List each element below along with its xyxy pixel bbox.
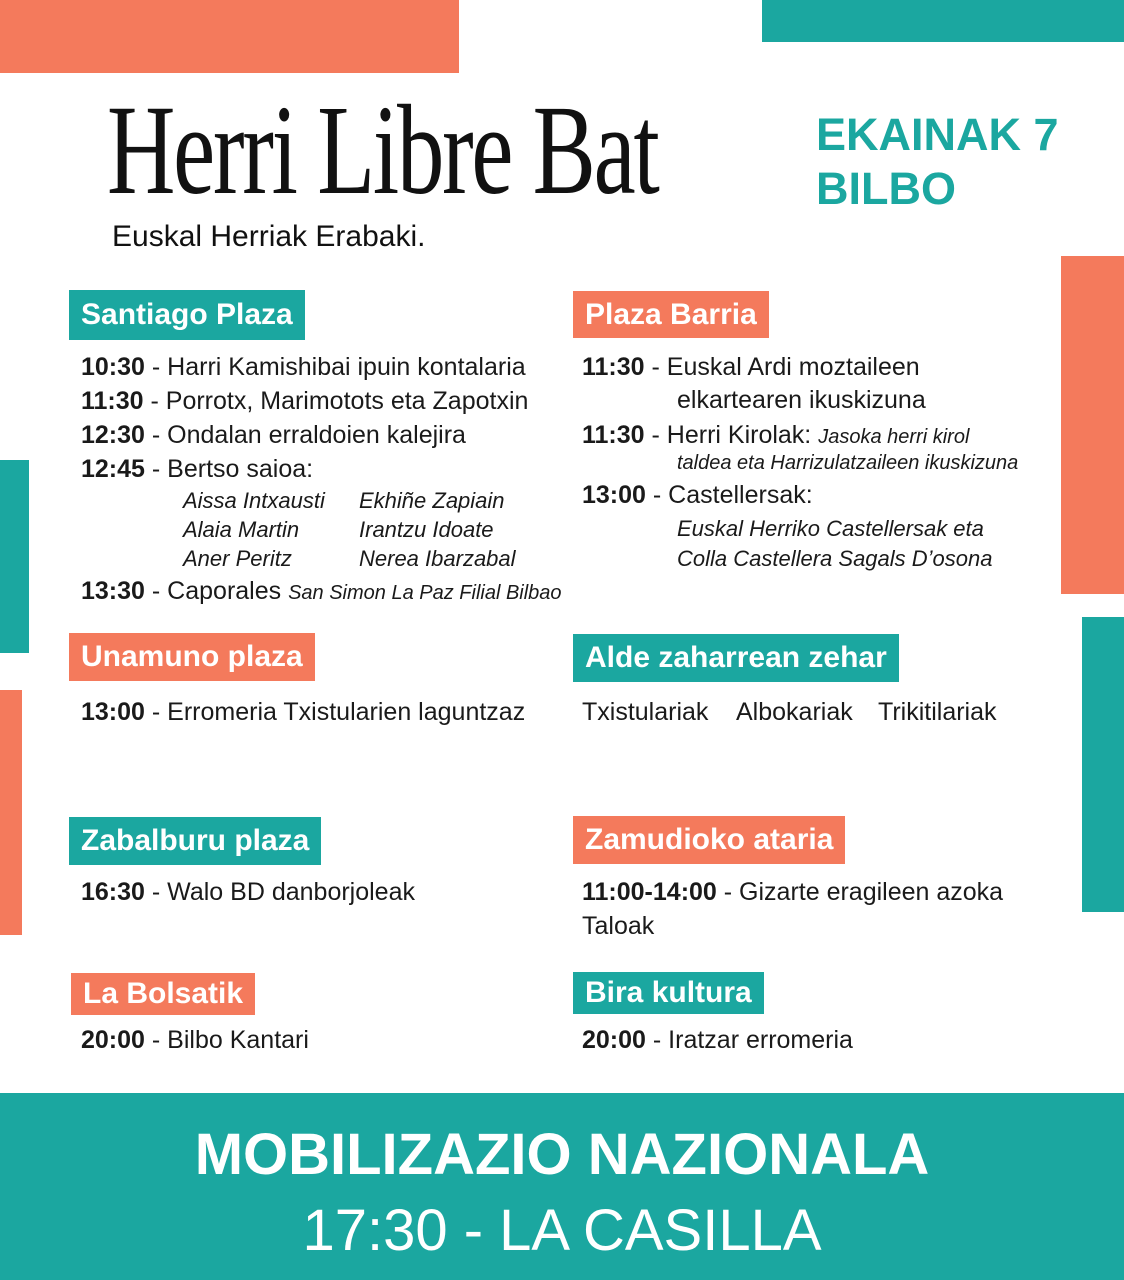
schedule-row: 11:30 - Euskal Ardi moztaileen — [582, 353, 920, 381]
deco-bar-right-teal — [1082, 617, 1124, 912]
row-text: Walo BD danborjoleak — [167, 878, 415, 906]
section-label-alde-zaharra: Alde zaharrean zehar — [573, 634, 899, 682]
bertsolari-name: Nerea Ibarzabal — [359, 546, 516, 571]
row-text: Euskal Ardi moztaileen — [666, 353, 920, 381]
event-date-place — [816, 108, 1059, 216]
row-text: Gizarte eragileen azoka — [739, 878, 1004, 906]
section-label-barria: Plaza Barria — [573, 291, 769, 338]
row-time: 16:30 — [81, 878, 145, 906]
row-time: 11:30 — [582, 353, 645, 381]
row-text: Erromeria Txistularien laguntzaz — [167, 698, 526, 726]
deco-bar-right-coral — [1061, 256, 1124, 594]
schedule-row: 16:30 - Walo BD danborjoleak — [81, 878, 415, 906]
bertsolari-name: Irantzu Idoate — [359, 517, 494, 542]
row-text: Iratzar erromeria — [668, 1026, 853, 1054]
deco-bar-left-teal — [0, 460, 29, 653]
bertsolari-name: Aissa Intxausti — [183, 488, 325, 513]
row-text: Bilbo Kantari — [167, 1026, 309, 1054]
schedule-row: 12:30 - Ondalan erraldoien kalejira — [81, 421, 466, 449]
row-time: 13:00 — [81, 698, 145, 726]
event-title: Herri Libre Bat — [107, 79, 658, 221]
footer-headline: MOBILIZAZIO NAZIONALA — [194, 1122, 930, 1187]
schedule-row: 11:00-14:00 - Gizarte eragileen azoka — [582, 878, 1004, 906]
row-time: 11:30 — [582, 421, 645, 449]
bertsolari-name: Alaia Martin — [183, 517, 300, 542]
deco-bar-left-coral — [0, 690, 22, 935]
row-text: Herri Kirolak: — [666, 421, 812, 449]
section-label-zamudio: Zamudioko ataria — [573, 816, 845, 864]
row-note: Jasoka herri kirol — [818, 426, 970, 448]
event-city: BILBO — [816, 163, 956, 214]
row-time: 10:30 — [81, 353, 145, 381]
row-note: taldea eta Harrizulatzaileen ikuskizuna — [677, 452, 1019, 474]
schedule-row: 12:45 - Bertso saioa: — [81, 455, 314, 483]
footer-banner — [0, 1093, 1124, 1280]
deco-bar-top-left — [0, 0, 459, 73]
schedule-row: 20:00 - Iratzar erromeria — [582, 1026, 853, 1054]
row-note: Euskal Herriko Castellersak eta — [677, 516, 984, 541]
bertsolari-name: Aner Peritz — [183, 546, 292, 571]
row-time: 12:45 — [81, 455, 145, 483]
schedule-row: 10:30 - Harri Kamishibai ipuin kontalaria — [81, 353, 526, 381]
row-time: 13:30 — [81, 577, 145, 605]
row-text: Bertso saioa: — [167, 455, 314, 483]
row-text: Caporales — [167, 577, 282, 605]
section-label-bolsatik: La Bolsatik — [71, 973, 255, 1015]
row-note: San Simon La Paz Filial Bilbao — [288, 582, 562, 604]
row-text: Castellersak: — [668, 481, 813, 509]
section-label-bira: Bira kultura — [573, 972, 764, 1014]
section-label-santiago: Santiago Plaza — [69, 290, 305, 340]
deco-bar-top-right — [762, 0, 1124, 42]
row-text: Porrotx, Marimotots eta Zapotxin — [165, 387, 529, 415]
row-continuation: Taloak — [582, 912, 655, 940]
row-note: Colla Castellera Sagals D’osona — [677, 546, 993, 571]
row-time: 20:00 — [582, 1026, 646, 1054]
row-continuation: elkartearen ikuskizuna — [677, 386, 926, 414]
row-time: 11:00-14:00 — [582, 878, 717, 906]
footer-time-place: 17:30 - LA CASILLA — [302, 1198, 822, 1263]
row-text: Harri Kamishibai ipuin kontalaria — [167, 353, 526, 381]
section-label-zabalburu: Zabalburu plaza — [69, 817, 321, 865]
schedule-row: 20:00 - Bilbo Kantari — [81, 1026, 309, 1054]
event-date: EKAINAK 7 — [816, 109, 1059, 160]
performer: Trikitilariak — [878, 698, 997, 726]
schedule-row: 13:00 - Erromeria Txistularien laguntzaz — [81, 698, 526, 726]
row-text: Ondalan erraldoien kalejira — [167, 421, 466, 449]
row-time: 11:30 — [81, 387, 144, 415]
row-time: 20:00 — [81, 1026, 145, 1054]
section-label-unamuno: Unamuno plaza — [69, 633, 315, 681]
row-time: 12:30 — [81, 421, 145, 449]
bertsolari-name: Ekhiñe Zapiain — [359, 488, 505, 513]
performer: Albokariak — [736, 698, 853, 726]
schedule-row: 13:00 - Castellersak: — [582, 481, 813, 509]
schedule-row: 13:30 - Caporales San Simon La Paz Filial Bilbao — [81, 577, 562, 605]
schedule-row: 11:30 - Herri Kirolak: Jasoka herri kirol — [582, 421, 970, 449]
event-subtitle: Euskal Herriak Erabaki. — [112, 220, 426, 253]
performer: Txistulariak — [582, 698, 709, 726]
schedule-row: 11:30 - Porrotx, Marimotots eta Zapotxin — [81, 387, 529, 415]
row-time: 13:00 — [582, 481, 646, 509]
